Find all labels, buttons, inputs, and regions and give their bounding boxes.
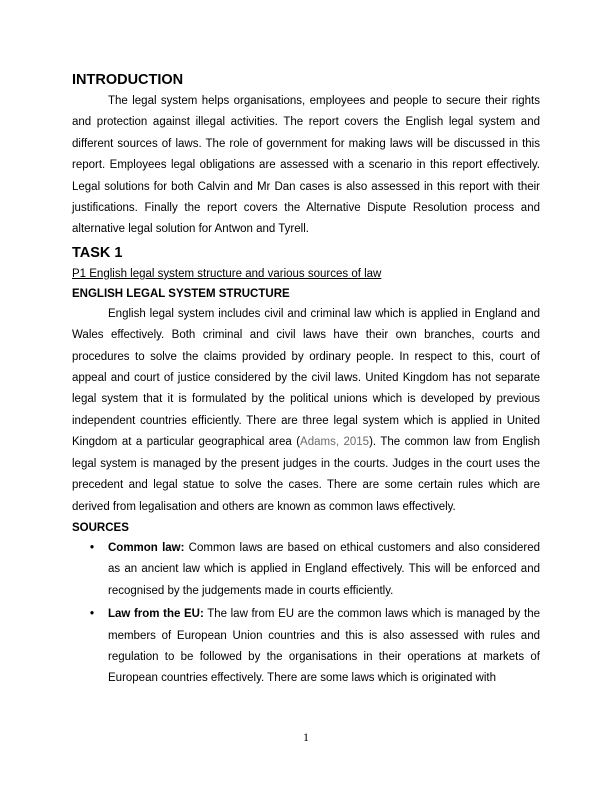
- bullet-icon: •: [90, 541, 95, 554]
- list-item: [72, 538, 540, 602]
- source-text: The law from EU are the common laws which is managed by the members of European Union countries and this is also assessed with rules and regulation to be followed by the organisations in their operations at markets of European countries effectively. There are some laws which is originated with: [108, 608, 540, 685]
- list-item: [72, 604, 540, 690]
- source-term: Common law:: [108, 541, 185, 554]
- structure-text-after: ). The common law from English legal system is managed by the present judges in the courts. Judges in the court uses the precedent and legal statue to solve the cases. There are some certain rules which are derived from legalisation and others are known as common laws effectively.: [72, 436, 540, 513]
- bullet-icon: •: [90, 608, 95, 621]
- introduction-paragraph: The legal system helps organisations, employees and people to secure their rights and protection against illegal activities. The report covers the English legal system and different sources of laws. The role of government for making laws will be discussed in this report. Employees legal obligations are assessed with a scenario in this report effectively. Legal solutions for both Calvin and Mr Dan cases is also assessed in this report with their justifications. Finally the report covers the Alternative Dispute Resolution process and alternative legal solution for Antwon and Tyrell.: [72, 95, 540, 236]
- task1-heading: TASK 1: [72, 244, 123, 261]
- source-term: Law from the EU:: [108, 608, 204, 621]
- legal-system-structure-paragraph: [72, 304, 540, 518]
- legal-system-structure-heading: ENGLISH LEGAL SYSTEM STRUCTURE: [72, 287, 290, 300]
- page-number: 1: [303, 730, 309, 744]
- citation: Adams, 2015: [300, 436, 370, 449]
- task1-subheading: P1 English legal system structure and various sources of law: [72, 267, 382, 280]
- structure-text-before: English legal system includes civil and criminal law which is applied in England and Wales effectively. Both criminal and civil laws have their own branches, courts and procedures to solve the claims provided by ordinary people. In respect to this, court of appeal and court of justice considered by the civil laws. United Kingdom has not separate legal system that it is formulated by the political unions which is developed by previous independent countries efficiently. There are three legal system which is applied in United Kingdom at a particular geographical area (: [72, 307, 540, 449]
- document-page: [72, 70, 540, 692]
- sources-heading: SOURCES: [72, 521, 129, 534]
- source-text: Common laws are based on ethical customers and also considered as an ancient law which is applied in England effectively. This will be enforced and recognised by the judgements made in courts efficiently.: [108, 541, 541, 597]
- sources-list: [72, 538, 540, 690]
- introduction-heading: INTRODUCTION: [72, 72, 184, 88]
